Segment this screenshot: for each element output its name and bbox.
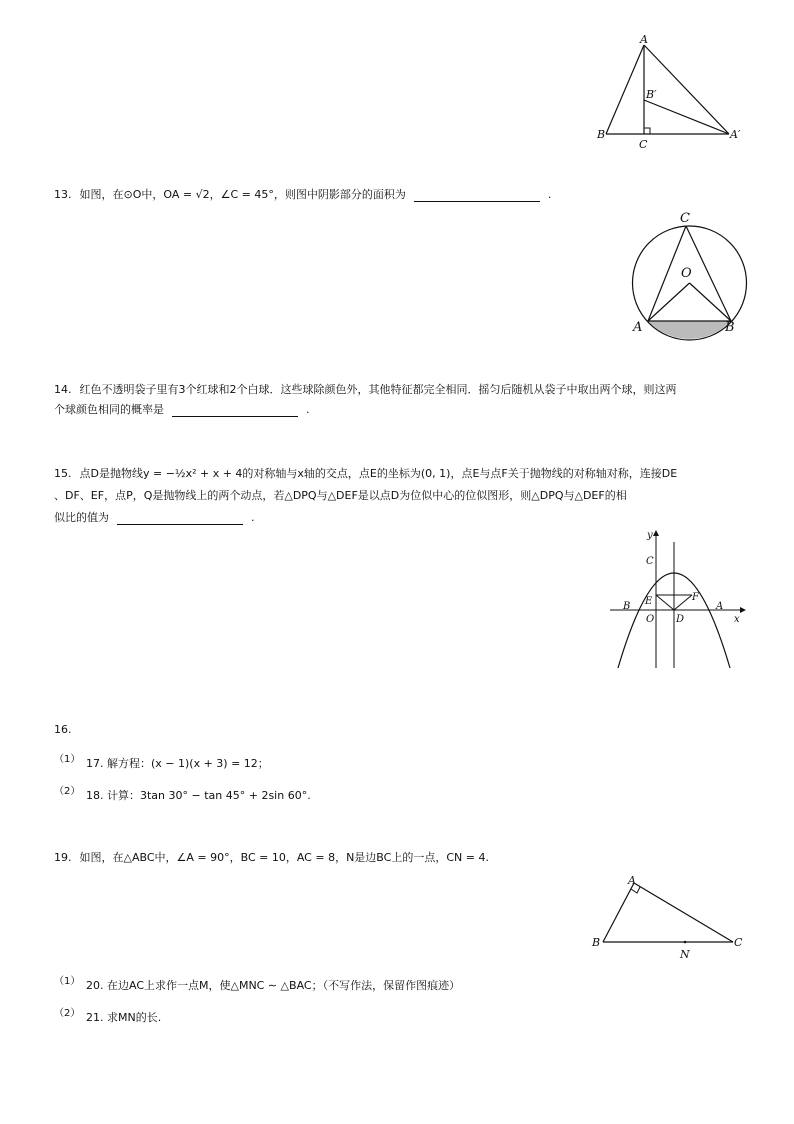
question-text: 个球颜色相同的概率是 — [54, 403, 164, 416]
answer-blank[interactable] — [172, 404, 298, 417]
question-text: 点D是抛物线y = −½x² + x + 4的对称轴与x轴的交点，点E的坐标为(0, 1)，点E与点F关于抛物线的对称轴对称，连接DE — [79, 467, 678, 480]
question-text-end: . — [547, 188, 552, 201]
part-text: 18. 计算：3tan 30° − tan 45° + 2sin 60°. — [86, 789, 311, 802]
question-text: 如图，在△ABC中，∠A = 90°，BC = 10，AC = 8，N是边BC上的一点，CN = 4. — [79, 851, 489, 864]
label-E: E — [645, 596, 653, 607]
segment-AB — [606, 45, 644, 134]
segment-OA — [648, 283, 690, 321]
question-16-part-2 — [54, 786, 311, 806]
label-B: B — [725, 320, 735, 335]
question-19-part-2 — [54, 1008, 161, 1028]
question-14-line-2 — [54, 398, 310, 422]
part-tag: （1） — [54, 754, 81, 765]
part-tag: （1） — [54, 976, 81, 987]
segment-OB — [690, 283, 732, 321]
label-A: A — [628, 874, 636, 887]
label-B: B — [592, 936, 601, 949]
question-15-line-3 — [54, 506, 255, 530]
point-N — [684, 941, 687, 944]
label-B-prime: B′ — [646, 88, 657, 101]
segment-B-prime-A-prime — [644, 100, 729, 134]
question-19-part-1 — [54, 976, 460, 996]
question-15 — [54, 462, 677, 486]
question-number: 13. — [54, 188, 72, 201]
question-text: 似比的值为 — [54, 511, 109, 524]
segment-DF — [674, 595, 692, 610]
segment-DE — [656, 595, 674, 610]
figure-q12-triangle — [596, 33, 746, 151]
question-text: 如图，在⊙O中，OA = √2，∠C = 45°，则图中阴影部分的面积为 — [79, 188, 406, 201]
question-number: 19. — [54, 851, 72, 864]
question-13 — [54, 183, 551, 207]
figure-q13-circle — [622, 210, 757, 340]
label-A-prime: A′ — [730, 128, 741, 141]
label-N: N — [680, 948, 690, 961]
right-angle-mark — [644, 128, 650, 134]
label-A: A — [640, 33, 648, 46]
label-C: C — [734, 936, 743, 949]
segment-AB — [603, 883, 634, 942]
question-number: 15. — [54, 467, 72, 480]
question-16-part-1 — [54, 754, 269, 774]
label-B: B — [597, 128, 606, 141]
label-D: D — [676, 614, 685, 625]
figure-q19-triangle — [590, 874, 745, 964]
part-text: 20. 在边AC上求作一点M，使△MNC ∼ △BAC；（不写作法，保留作图痕迹） — [86, 979, 461, 992]
figure-q15-parabola — [606, 528, 746, 673]
question-19 — [54, 846, 489, 870]
question-16 — [54, 718, 72, 742]
label-C: C — [680, 211, 690, 226]
shaded-segment — [648, 321, 731, 339]
answer-blank[interactable] — [117, 512, 243, 525]
label-C: C — [646, 556, 654, 567]
question-text: 红色不透明袋子里有3个红球和2个白球．这些球除颜色外，其他特征都完全相同．摇匀后随机从袋子中取出两个球，则这两 — [79, 383, 677, 396]
part-text: 21. 求MN的长. — [86, 1011, 162, 1024]
label-O: O — [646, 614, 655, 625]
segment-CB — [686, 226, 731, 321]
label-F: F — [692, 592, 699, 603]
label-A: A — [633, 320, 643, 335]
part-tag: （2） — [54, 786, 81, 797]
question-number: 16. — [54, 723, 72, 736]
question-text-end: . — [306, 403, 310, 416]
label-B: B — [623, 601, 631, 612]
label-O: O — [681, 266, 692, 281]
label-x: x — [734, 614, 740, 625]
answer-blank[interactable] — [414, 189, 540, 202]
part-text: 17. 解方程：(x − 1)(x + 3) = 12； — [86, 757, 269, 770]
question-number: 14. — [54, 383, 72, 396]
segment-AC — [634, 883, 733, 942]
y-axis-arrow — [653, 530, 659, 536]
right-angle-mark — [631, 887, 640, 893]
question-15-line-2 — [54, 484, 627, 508]
question-text: 、DF、EF，点P，Q是抛物线上的两个动点，若△DPQ与△DEF是以点D为位似中心的位似图形，则△DPQ与△DEF的相 — [54, 489, 627, 502]
label-y: y — [647, 530, 653, 541]
question-text-end: . — [251, 511, 255, 524]
x-axis-arrow — [740, 607, 746, 613]
segment-AA-prime — [644, 45, 729, 134]
part-tag: （2） — [54, 1008, 81, 1019]
label-A: A — [716, 601, 724, 612]
label-C: C — [639, 138, 648, 151]
